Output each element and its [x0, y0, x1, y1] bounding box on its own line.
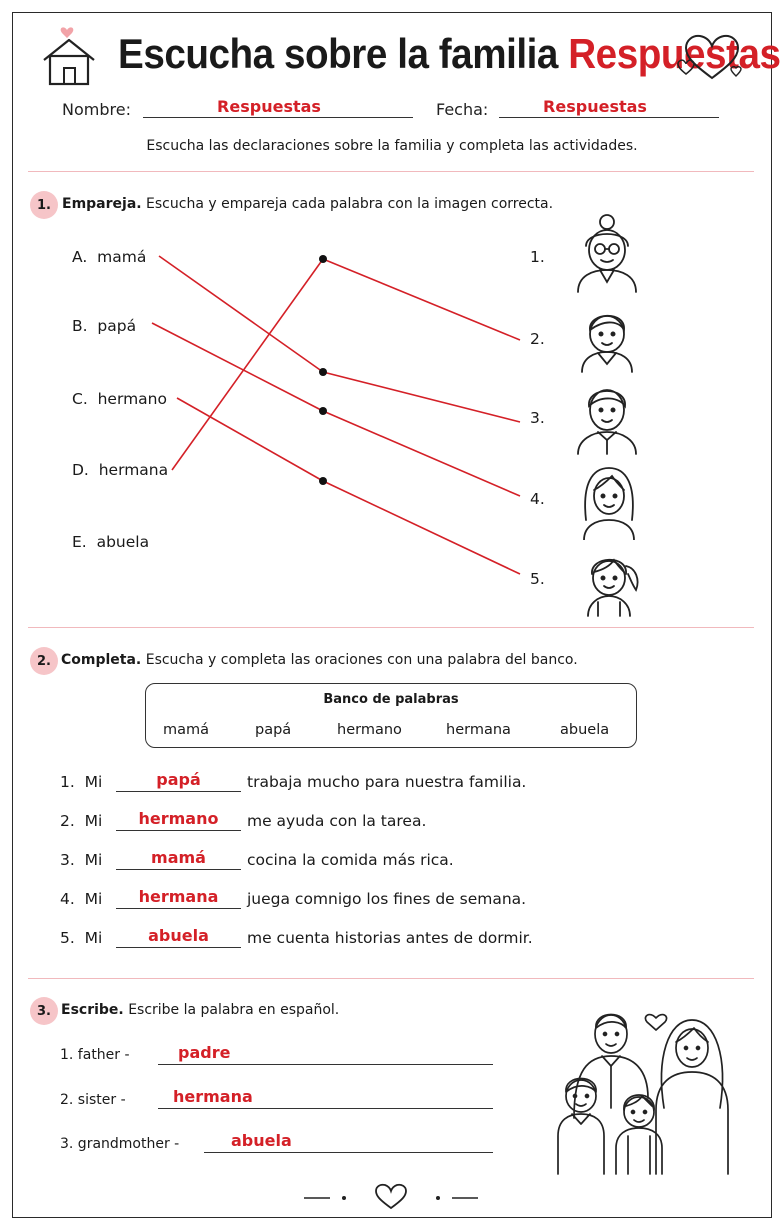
- title-answers: Respuestas: [568, 30, 781, 77]
- word-e: abuela: [96, 533, 150, 551]
- sentence-2: [60, 812, 102, 830]
- section3-badge: 3.: [30, 997, 58, 1025]
- title-main: Escucha sobre la familia: [118, 30, 558, 77]
- heart-icon: [645, 1015, 666, 1030]
- sentence-3-answer: mamá: [151, 848, 206, 867]
- bank-word-papa: papá: [255, 722, 292, 738]
- bank-word-mama: mamá: [163, 722, 210, 738]
- letter-b: B.: [72, 317, 88, 335]
- write-prompt-3: 3. grandmother -: [60, 1136, 180, 1152]
- sentence-4-answer: hermana: [138, 887, 219, 906]
- section3-heading: [61, 1002, 339, 1018]
- girl-icon[interactable]: [580, 546, 642, 618]
- section1-instruction: Escucha y empareja cada palabra con la imagen correcta.: [146, 196, 554, 212]
- footer-ornament: [298, 1182, 484, 1212]
- write-answer-2: hermana: [173, 1087, 253, 1106]
- section2-title: Completa.: [61, 652, 142, 668]
- section2-instruction: Escucha y completa las oraciones con una palabra del banco.: [145, 652, 578, 668]
- write-field-1[interactable]: [158, 1044, 493, 1065]
- sentence-2-answer: hermano: [138, 809, 219, 828]
- man-icon[interactable]: [574, 380, 640, 456]
- section2-heading: [61, 652, 578, 668]
- sentence-2-rest: me ayuda con la tarea.: [247, 812, 427, 830]
- heart-icon: [376, 1185, 406, 1208]
- family-illustration: [552, 998, 762, 1176]
- match-dot: [319, 407, 327, 415]
- word-b: papá: [97, 317, 137, 335]
- match-line-c-5: [323, 481, 520, 574]
- instructions: Escucha las declaraciones sobre la familia y completa las actividades.: [146, 138, 638, 154]
- sentence-5-rest: me cuenta historias antes de dormir.: [247, 929, 533, 947]
- sentence-prefix: Mi: [84, 929, 103, 947]
- write-prompt-1: 1. father -: [60, 1047, 130, 1063]
- word-d: hermana: [98, 461, 169, 479]
- sentence-5-blank[interactable]: [116, 927, 241, 948]
- bank-word-hermano: hermano: [337, 722, 402, 738]
- sentence-1-answer: papá: [156, 770, 201, 789]
- sentence-5: [60, 929, 102, 947]
- section1-badge: 1.: [30, 191, 58, 219]
- sentence-3: [60, 851, 102, 869]
- picture-number-5: 5.: [530, 570, 545, 588]
- sentence-number: 1.: [60, 773, 75, 791]
- write-field-2[interactable]: [158, 1088, 493, 1109]
- match-dot: [319, 255, 327, 263]
- match-line-b-4: [323, 411, 520, 496]
- section1-title: Empareja.: [62, 196, 142, 212]
- bank-word-abuela: abuela: [560, 722, 610, 738]
- letter-a: A.: [72, 248, 88, 266]
- picture-number-3: 3.: [530, 409, 545, 427]
- boy-icon[interactable]: [576, 302, 638, 374]
- divider-3: [28, 978, 754, 979]
- word-c: hermano: [97, 390, 167, 408]
- sentence-1: [60, 773, 102, 791]
- match-line-c: [177, 398, 323, 481]
- sentence-prefix: Mi: [84, 812, 103, 830]
- bank-word-hermana: hermana: [446, 722, 511, 738]
- name-value: Respuestas: [217, 97, 321, 116]
- picture-number-4: 4.: [530, 490, 545, 508]
- divider-2: [28, 627, 754, 628]
- sentence-1-rest: trabaja mucho para nuestra familia.: [247, 773, 527, 791]
- date-label: Fecha:: [436, 100, 489, 119]
- section3-title: Escribe.: [61, 1002, 124, 1018]
- sentence-prefix: Mi: [84, 890, 103, 908]
- sentence-number: 4.: [60, 890, 75, 908]
- match-line-d-2: [323, 259, 520, 340]
- write-answer-1: padre: [178, 1043, 231, 1062]
- sentence-4: [60, 890, 102, 908]
- word-bank: [145, 683, 637, 748]
- write-field-3[interactable]: [204, 1132, 493, 1153]
- letter-c: C.: [72, 390, 88, 408]
- sentence-4-blank[interactable]: [116, 888, 241, 909]
- sentence-prefix: Mi: [84, 773, 103, 791]
- letter-e: E.: [72, 533, 87, 551]
- match-line-a-3: [323, 372, 520, 422]
- grandmother-icon[interactable]: [572, 212, 642, 294]
- sentence-1-blank[interactable]: [116, 771, 241, 792]
- picture-number-1: 1.: [530, 248, 545, 266]
- write-prompt-2: 2. sister -: [60, 1092, 126, 1108]
- match-dot: [319, 477, 327, 485]
- section2-badge: 2.: [30, 647, 58, 675]
- sentence-number: 3.: [60, 851, 75, 869]
- sentence-4-rest: juega comnigo los fines de semana.: [247, 890, 527, 908]
- match-line-a: [159, 256, 323, 372]
- sentence-number: 2.: [60, 812, 75, 830]
- name-label: Nombre:: [62, 100, 131, 119]
- woman-icon[interactable]: [578, 464, 640, 540]
- sentence-3-rest: cocina la comida más rica.: [247, 851, 454, 869]
- sentence-number: 5.: [60, 929, 75, 947]
- word-a: mamá: [97, 248, 147, 266]
- sentence-2-blank[interactable]: [116, 810, 241, 831]
- letter-d: D.: [72, 461, 89, 479]
- match-dot: [319, 368, 327, 376]
- sentence-3-blank[interactable]: [116, 849, 241, 870]
- word-bank-title: Banco de palabras: [323, 692, 459, 707]
- sentence-prefix: Mi: [84, 851, 103, 869]
- sentence-5-answer: abuela: [148, 926, 209, 945]
- date-value: Respuestas: [543, 97, 647, 116]
- write-answer-3: abuela: [231, 1131, 292, 1150]
- section3-instruction: Escribe la palabra en español.: [128, 1002, 340, 1018]
- picture-number-2: 2.: [530, 330, 545, 348]
